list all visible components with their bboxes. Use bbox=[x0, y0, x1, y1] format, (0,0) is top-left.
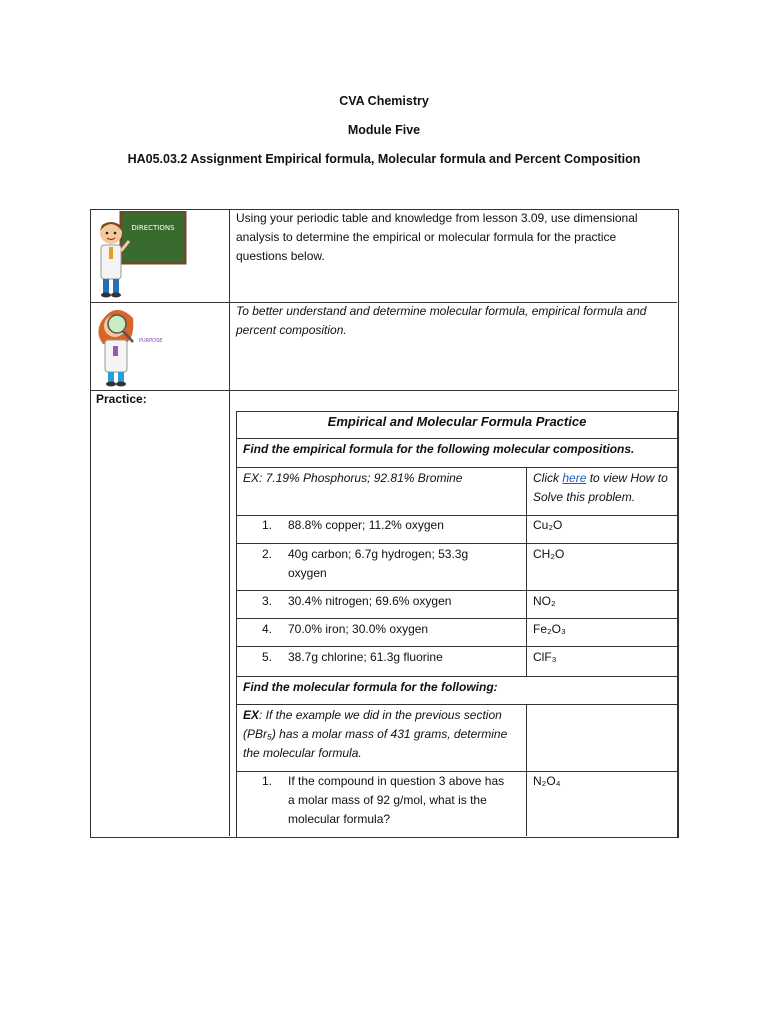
empirical-answer: CH₂O bbox=[533, 547, 565, 561]
question-text: 40g carbon; 6.7g hydrogen; 53.3g oxygen bbox=[288, 547, 469, 580]
module-title: Module Five bbox=[347, 123, 421, 137]
row-divider-2 bbox=[91, 390, 677, 391]
inner-row-divider bbox=[237, 704, 677, 705]
inner-col-divider bbox=[526, 704, 527, 836]
inner-row-divider bbox=[237, 676, 677, 677]
empirical-answer: ClF₃ bbox=[533, 650, 557, 664]
example-answer-pre: Click bbox=[533, 471, 563, 485]
empirical-question bbox=[262, 592, 524, 611]
example-answer-post: to view How to Solve this problem. bbox=[533, 471, 668, 504]
empirical-question bbox=[262, 516, 524, 535]
practice-label: Practice: bbox=[96, 392, 147, 406]
question-number: 4. bbox=[262, 622, 273, 636]
question-text: 70.0% iron; 30.0% oxygen bbox=[288, 622, 429, 636]
inner-row-divider bbox=[237, 543, 677, 544]
empirical-question bbox=[262, 620, 524, 639]
question-number: 5. bbox=[262, 650, 273, 664]
here-link[interactable]: here bbox=[562, 471, 587, 485]
example-1 bbox=[243, 469, 523, 488]
directions-sign-text: DIRECTIONS bbox=[131, 224, 175, 232]
question-number: 3. bbox=[262, 594, 273, 608]
purpose-text: To better understand and determine molecular formula, empirical formula and percent composition. bbox=[236, 304, 647, 337]
empirical-question bbox=[262, 648, 524, 667]
inner-row-divider bbox=[237, 467, 677, 468]
inner-row-divider bbox=[237, 618, 677, 619]
molecular-heading: Find the molecular formula for the following: bbox=[243, 680, 498, 694]
question-text: 38.7g chlorine; 61.3g fluorine bbox=[288, 650, 443, 664]
question-text: If the compound in question 3 above has a molar mass of 92 g/mol, what is the molecular formula? bbox=[288, 774, 505, 826]
course-title: CVA Chemistry bbox=[339, 94, 429, 108]
example-text: : 7.19% Phosphorus; 92.81% Bromine bbox=[259, 471, 463, 485]
example-label: EX bbox=[243, 708, 260, 722]
question-text: 88.8% copper; 11.2% oxygen bbox=[288, 518, 444, 532]
directions-teacher-icon bbox=[93, 211, 193, 299]
purpose-sign-text: PURPOSE bbox=[139, 338, 163, 344]
empirical-answer: NO₂ bbox=[533, 594, 556, 608]
empirical-question bbox=[262, 545, 524, 583]
question-text: 30.4% nitrogen; 69.6% oxygen bbox=[288, 594, 452, 608]
empirical-answer: Cu₂O bbox=[533, 518, 563, 532]
practice-table-title: Empirical and Molecular Formula Practice bbox=[327, 414, 587, 429]
molecular-answer: N₂O₄ bbox=[533, 774, 561, 788]
example-1-answer bbox=[533, 469, 676, 507]
molecular-question bbox=[262, 772, 524, 829]
question-number: 2. bbox=[262, 547, 273, 561]
empirical-heading: Find the empirical formula for the following molecular compositions. bbox=[243, 442, 635, 456]
example-2 bbox=[243, 706, 521, 763]
inner-row-divider bbox=[237, 438, 677, 439]
outer-col-divider bbox=[229, 210, 230, 836]
assignment-title: HA05.03.2 Assignment Empirical formula, Molecular formula and Percent Composition bbox=[127, 152, 641, 166]
inner-row-divider bbox=[237, 646, 677, 647]
empirical-answer: Fe₂O₃ bbox=[533, 622, 566, 636]
example-text: : If the example we did in the previous section (PBr₅) has a molar mass of 431 grams, determine the molecular formula. bbox=[243, 708, 508, 760]
inner-col-divider bbox=[526, 467, 527, 676]
question-number: 1. bbox=[262, 774, 273, 788]
purpose-scientist-icon bbox=[95, 304, 175, 388]
directions-text: Using your periodic table and knowledge from lesson 3.09, use dimensional analysis to determine the empirical or molecular formula for the practice questions below. bbox=[236, 211, 638, 263]
inner-row-divider bbox=[237, 590, 677, 591]
example-label: EX bbox=[243, 471, 260, 485]
question-number: 1. bbox=[262, 518, 273, 532]
